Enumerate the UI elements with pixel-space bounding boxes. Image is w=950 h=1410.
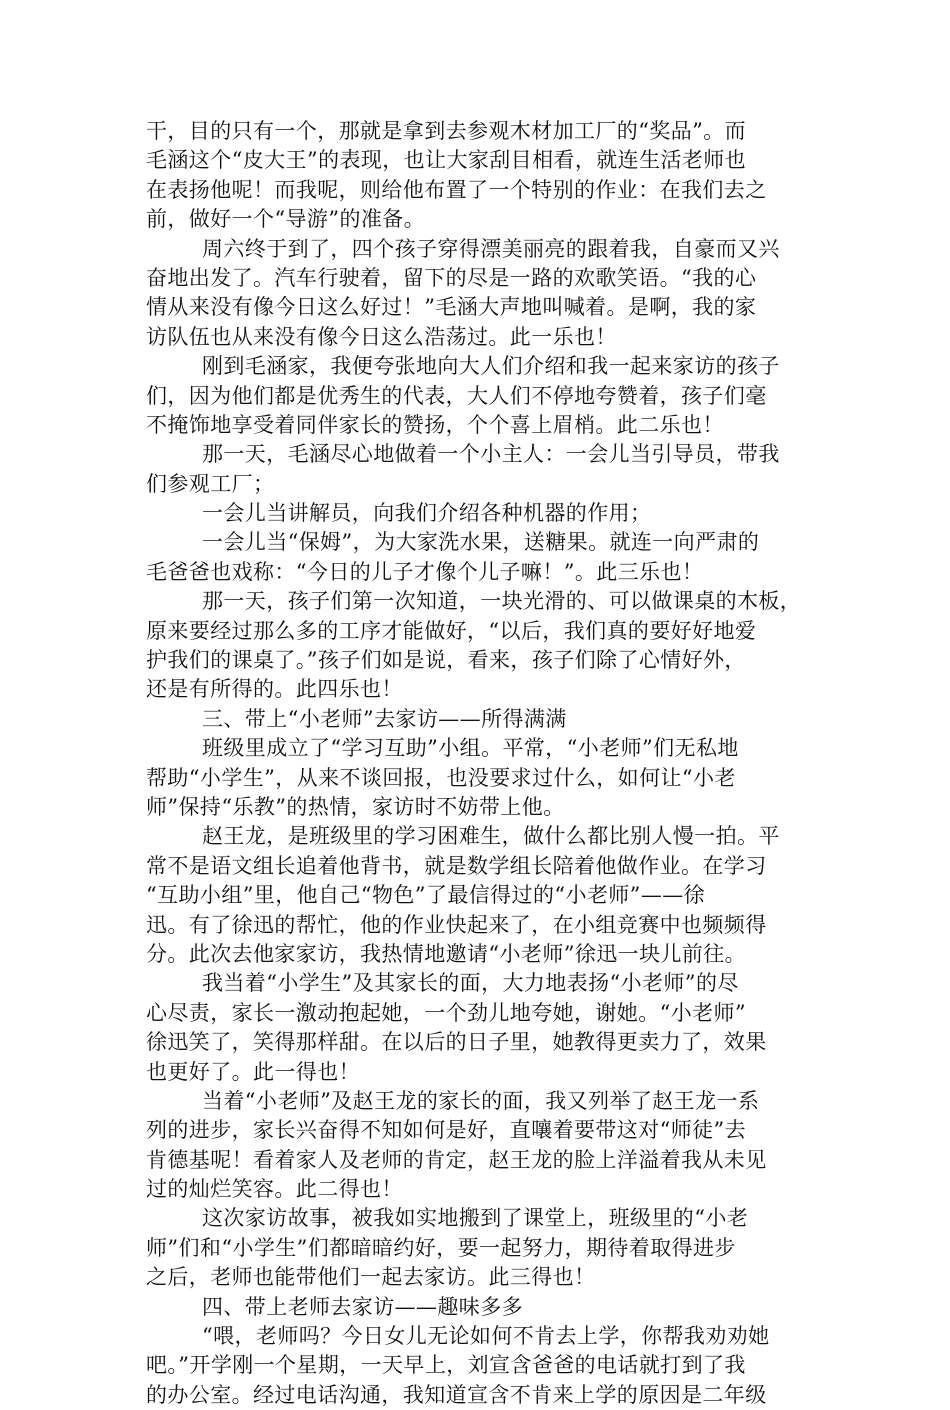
text-line: 分。此次去他家家访，我热情地邀请“小老师”徐迅一块儿前往。 <box>146 941 747 966</box>
text-line: 刚到毛涵家，我便夸张地向大人们介绍和我一起来家访的孩子 <box>202 354 780 379</box>
text-line: 师”们和“小学生”们都暗暗约好，要一起努力，期待着取得进步 <box>146 1235 736 1260</box>
text-line: 那一天，毛涵尽心地做着一个小主人：一会儿当引导员，带我 <box>202 442 780 467</box>
text-line: 在表扬他呢！而我呢，则给他布置了一个特别的作业：在我们去之 <box>146 177 767 202</box>
text-line: 们，因为他们都是优秀生的代表，大人们不停地夸赞着，孩子们毫 <box>146 383 767 408</box>
text-line: 赵王龙，是班级里的学习困难生，做什么都比别人慢一拍。平 <box>202 824 780 849</box>
text-line: 师”保持“乐教”的热情，家访时不妨带上他。 <box>146 794 565 819</box>
text-line: 还是有所得的。此四乐也！ <box>146 677 403 702</box>
text-line: 原来要经过那么多的工序才能做好，“以后，我们真的要好好地爱 <box>146 618 757 643</box>
text-line: 那一天，孩子们第一次知道，一块光滑的、可以做课桌的木板， <box>202 589 802 614</box>
text-line: 这次家访故事，被我如实地搬到了课堂上，班级里的“小老 <box>202 1206 749 1231</box>
text-line: 吧。”开学刚一个星期，一天早上，刘宣含爸爸的电话就打到了我 <box>146 1353 746 1378</box>
text-line: 的办公室。经过电话沟通，我知道宣含不肯来上学的原因是二年级 <box>146 1382 767 1407</box>
text-line: 一会儿当讲解员，向我们介绍各种机器的作用； <box>202 501 652 526</box>
text-line: 不掩饰地享受着同伴家长的赞扬，个个喜上眉梢。此二乐也！ <box>146 412 724 437</box>
text-line: 列的进步，家长兴奋得不知如何是好，直嚷着要带这对“师徒”去 <box>146 1118 747 1143</box>
text-line: 奋地出发了。汽车行驶着，留下的尽是一路的欢歌笑语。“我的心 <box>146 265 757 290</box>
text-line: 迅。有了徐迅的帮忙，他的作业快起来了，在小组竞赛中也频频得 <box>146 912 767 937</box>
text-line: 肯德基呢！看着家人及老师的肯定，赵王龙的脸上洋溢着我从未见 <box>146 1147 767 1172</box>
text-line: 干，目的只有一个，那就是拿到去参观木材加工厂的“奖品”。而 <box>146 119 747 143</box>
text-line: 三、带上“小老师”去家访——所得满满 <box>202 706 567 731</box>
document-body <box>146 117 810 1410</box>
text-line: “互助小组”里，他自己“物色”了最信得过的“小老师”——徐 <box>146 883 706 908</box>
text-line: 过的灿烂笑容。此二得也！ <box>146 1177 403 1202</box>
text-line: 情从来没有像今日这么好过！”毛涵大声地叫喊着。是啊，我的家 <box>146 295 757 320</box>
text-line: 护我们的课桌了。”孩子们如是说，看来，孩子们除了心情好外， <box>146 648 746 673</box>
text-line: 之后，老师也能带他们一起去家访。此三得也！ <box>146 1265 596 1290</box>
text-line: 当着“小老师”及赵王龙的家长的面，我又列举了赵王龙一系 <box>202 1088 760 1113</box>
text-line: 徐迅笑了，笑得那样甜。在以后的日子里，她教得更卖力了，效果 <box>146 1030 767 1055</box>
text-line: 也更好了。此一得也！ <box>146 1059 360 1084</box>
text-line: 毛涵这个“皮大王”的表现，也让大家刮目相看，就连生活老师也 <box>146 148 747 173</box>
text-line: 心尽责，家长一激动抱起她，一个劲儿地夸她，谢她。“小老师” <box>146 1000 747 1025</box>
text-line: 班级里成立了“学习互助”小组。平常，“小老师”们无私地 <box>202 736 739 761</box>
text-line: 一会儿当“保姆”，为大家洗水果，送糖果。就连一向严肃的 <box>202 530 760 555</box>
text-line: 我当着“小学生”及其家长的面，大力地表扬“小老师”的尽 <box>202 971 739 996</box>
text-line: 访队伍也从来没有像今日这么浩荡过。此一乐也！ <box>146 324 617 349</box>
text-line: 们参观工厂； <box>146 471 275 496</box>
text-line: 前，做好一个“导游”的准备。 <box>146 207 426 232</box>
text-line: 帮助“小学生”，从来不谈回报，也没要求过什么，如何让“小老 <box>146 765 736 790</box>
text-line: 常不是语文组长追着他背书，就是数学组长陪着他做作业。在学习 <box>146 853 767 878</box>
text-line: 周六终于到了，四个孩子穿得漂美丽亮的跟着我，自豪而又兴 <box>202 236 780 261</box>
text-line: 毛爸爸也戏称：“今日的儿子才像个儿子嘛！”。此三乐也！ <box>146 559 704 584</box>
text-line: 四、带上老师去家访——趣味多多 <box>202 1294 523 1319</box>
text-line: “喂，老师吗？今日女儿无论如何不肯去上学，你帮我劝劝她 <box>202 1324 770 1349</box>
